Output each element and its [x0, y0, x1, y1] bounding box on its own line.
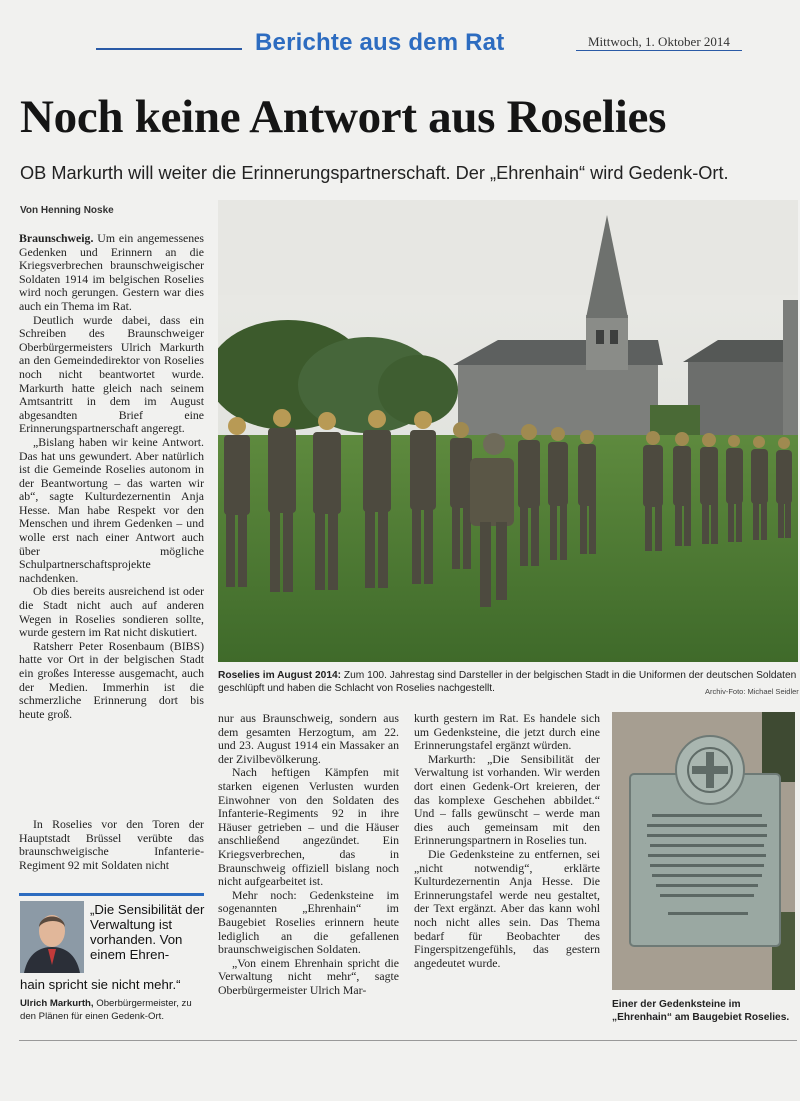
memorial-stone-illustration — [612, 712, 795, 990]
article-column-3 — [414, 712, 600, 970]
quote-author: Ulrich Markurth, — [20, 998, 94, 1009]
article-paragraph: Ratsherr Peter Rosenbaum (BIBS) hatte vor Ort in der belgischen Stadt ein großes Interesse ausgemacht, auch der Medien. Immerhin ist die schmerzliche Erinnerung dort bis heute groß. — [19, 638, 204, 721]
article-paragraph: Ob dies bereits ausreichend ist oder die Stadt nicht auch auf anderen Wegen in Roselies sondieren sollte, wurde gestern im Rat nicht diskutiert. — [19, 584, 204, 640]
article-paragraph: Deutlich wurde dabei, dass ein Schreiben des Braunschweiger Oberbürgermeisters Ulrich Markurth an den Gemeindedirektor von Roselies noch nicht beantwortet wurde. Markurth hatte gleich nach seinem Amtsantritt in dem im August abgesandten Brief eine Erinnerungspartnerschaft angeregt. — [19, 312, 204, 436]
article-paragraph: Die Gedenksteine zu entfernen, sei „nicht notwendig“, erklärte Kulturdezernentin Anja Hesse. Die Erinnerungstafel werde neu gestaltet, der Text ergänzt. Aber das kann wohl noch nicht alles sein. Das Thema bedarf für Beobachter des Fingerspitzengefühls, das gestern angedeutet wurde. — [414, 846, 600, 970]
issue-date: Mittwoch, 1. Oktober 2014 — [588, 34, 730, 49]
article-paragraph: nur aus Braunschweig, sondern aus dem gesamten Herzogtum, am 22. und 23. August 1914 ein Massaker an der Zivilbevölkerung. — [218, 711, 399, 766]
article-paragraph: In Roselies vor den Toren der Hauptstadt Brüssel verübte das braunschweigische Infanterie-Regiment 92 mit Soldaten nicht — [19, 817, 204, 872]
article-paragraph: Mehr noch: Gedenksteine im sogenannten „Ehrenhain“ im Baugebiet Roselies erinnern heute lediglich an die gefallenen braunschweigischen Soldaten. — [218, 887, 399, 957]
caption-text: Zum 100. Jahrestag sind Darsteller in der belgischen Stadt in die Uniformen der deutschen Soldaten geschlüpft und haben die Schlacht von Roselies nachgestellt. — [218, 670, 797, 694]
byline: Von Henning Noske — [20, 205, 114, 216]
reenactment-photo — [218, 200, 798, 662]
article-paragraph: „Bislang haben wir keine Antwort. Das hat uns gewundert. Aber natürlich ist die Gemeinde Roselies autonom in der Beantwortung – das warten wir ab“, sagte Kulturdezernentin Anja Hesse. Man habe Respekt vor den Menschen und ihrem Gedenken – und wolle erst nach einer Antwort auch über mögliche Schulpartnerschaftsprojekte nachdenken. — [19, 434, 204, 585]
article-column-1-continued — [19, 818, 204, 872]
quote-rule — [19, 893, 204, 896]
portrait-photo — [20, 901, 84, 973]
quote-role: Oberbürgermeister, zu den Plänen für einen Gedenk-Ort. — [20, 998, 192, 1022]
article-paragraph: Nach heftigen Kämpfen mit starken eigenen Verlusten wurden Einwohner von den Soldaten des Infanterie-Regiments 92 in ihre Häuser getrieben – und die Häuser anschließend angezündet. Ein Kriegsverbrechen, das in Braunschweig offiziell bislang noch nicht aufgearbeitet ist. — [218, 765, 399, 889]
pull-quote: „Die Sensibilität der Verwaltung ist vorhanden. Von einem Ehren- — [90, 902, 205, 962]
caption-lead: Roselies im August 2014: — [218, 670, 342, 681]
photo-credit: Archiv-Foto: Michael Seidler — [705, 687, 799, 696]
article-paragraph: kurth gestern im Rat. Es handele sich um Gedenksteine, die jetzt durch eine Erinnerungstafel ergänzt würden. — [414, 711, 600, 753]
headline: Noch keine Antwort aus Roselies — [20, 91, 667, 143]
section-kicker: Berichte aus dem Rat — [255, 29, 505, 56]
memorial-stone-photo — [612, 712, 795, 990]
kicker-rule — [96, 48, 242, 50]
article-paragraph: Braunschweig. Um ein angemessenes Gedenken und Erinnern an die Kriegsverbrechen braunschweigischer Soldaten 1914 im belgischen Roselies wird noch gerungen. Gestern war dies auch ein Thema im Rat. — [19, 231, 204, 313]
bottom-rule — [19, 1040, 797, 1041]
pull-quote-tail: hain spricht sie nicht mehr.“ — [20, 977, 181, 992]
dateline: Braunschweig. — [19, 231, 94, 245]
article-paragraph: „Von einem Ehrenhain spricht die Verwaltung nicht mehr“, sagte Oberbürgermeister Ulrich Mar- — [218, 955, 399, 997]
article-column-1 — [19, 232, 204, 721]
article-column-2 — [218, 712, 399, 997]
memorial-photo-caption: Einer der Gedenksteine im „Ehrenhain“ am Baugebiet Roselies. — [612, 999, 790, 1023]
quote-attribution — [20, 997, 206, 1023]
soldiers-photo-illustration — [218, 200, 798, 662]
article-paragraph: Markurth: „Die Sensibilität der Verwaltung ist vorhanden. Wir werden dort einen Gedenk-Ort kreieren, der das komplexe Geschehen abbildet.“ Und – falls gewünscht – werde man dies auch gemeinsam mit den Erinnerungspartnern in Roselies tun. — [414, 751, 600, 848]
portrait-illustration — [20, 901, 84, 973]
subheadline: OB Markurth will weiter die Erinnerungspartnerschaft. Der „Ehrenhain“ wird Gedenk-Ort. — [20, 163, 729, 183]
date-rule — [576, 50, 742, 51]
